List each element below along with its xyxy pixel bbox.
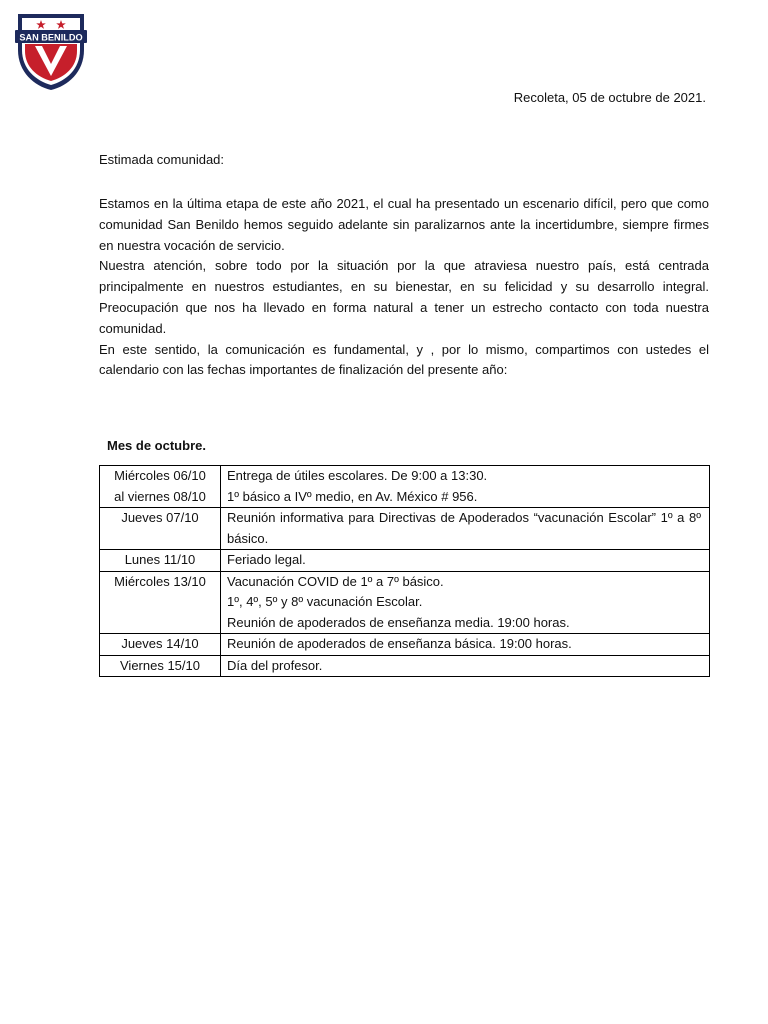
table-row: [100, 655, 710, 677]
event-cell: [221, 508, 710, 550]
date-cell: [100, 634, 221, 656]
letter-body: [99, 194, 709, 381]
svg-text:SAN BENILDO: SAN BENILDO: [19, 32, 83, 43]
event-cell: [221, 655, 710, 677]
event-text: Entrega de útiles escolares. De 9:00 a 13:30.: [227, 468, 488, 483]
table-row: [100, 571, 710, 634]
event-cell: [221, 550, 710, 572]
event-text: 1º básico a IVº medio, en Av. México # 956.: [227, 488, 478, 504]
date-cell: [100, 655, 221, 677]
table-row: [100, 550, 710, 572]
month-heading: Mes de octubre.: [107, 438, 206, 453]
event-text: Feriado legal.: [227, 552, 306, 567]
date-text: Miércoles 06/10: [114, 468, 206, 483]
greeting: Estimada comunidad:: [99, 152, 225, 167]
calendar-table: [99, 465, 710, 677]
table-row: [100, 634, 710, 656]
event-cell: [221, 571, 710, 634]
date-text: Viernes 15/10: [120, 657, 200, 673]
san-benildo-logo: [14, 10, 88, 92]
event-text: Día del profesor.: [227, 657, 323, 673]
date-cell: [100, 550, 221, 572]
paragraph-2: Nuestra atención, sobre todo por la situación por la que atraviesa nuestro país, está centrada principalmente en nuestros estudiantes, en su bienestar, en su felicidad y su desarrollo integral. Preocupación que nos ha llevado en forma natural a tener un estrecho contacto con toda nuestra comunidad.: [99, 258, 709, 336]
event-text: Reunión informativa para Directivas de Apoderados “vacunación Escolar” 1º a 8º básico.: [227, 510, 701, 546]
date-text: Lunes 11/10: [124, 552, 196, 567]
date-text: Miércoles 13/10: [114, 573, 206, 589]
paragraph-3: En este sentido, la comunicación es fundamental, y , por lo mismo, compartimos con ustedes el calendario con las fechas importantes de finalización del presente año:: [99, 341, 709, 378]
event-cell: [221, 466, 710, 508]
table-row: [100, 466, 710, 508]
date-text: Jueves 07/10: [121, 510, 199, 525]
event-cell: [221, 634, 710, 656]
date-cell: [100, 571, 221, 634]
date-cell: [100, 466, 221, 508]
event-text: Reunión de apoderados de enseñanza media. 19:00 horas.: [227, 614, 570, 630]
date-cell: [100, 508, 221, 550]
event-text: 1º, 4º, 5º y 8º vacunación Escolar.: [227, 594, 423, 609]
event-text: Vacunación COVID de 1º a 7º básico.: [227, 573, 444, 589]
date-text: Jueves 14/10: [121, 636, 199, 651]
table-row: [100, 508, 710, 550]
date-text: al viernes 08/10: [114, 488, 206, 504]
letter-date: Recoleta, 05 de octubre de 2021.: [513, 90, 706, 105]
event-text: Reunión de apoderados de enseñanza básica. 19:00 horas.: [227, 636, 572, 651]
paragraph-1: Estamos en la última etapa de este año 2021, el cual ha presentado un escenario difícil, pero que como comunidad San Benildo hemos seguido adelante sin paralizarnos ante la incertidumbre, siempre firmes en nuestra vocación de servicio.: [99, 196, 709, 253]
